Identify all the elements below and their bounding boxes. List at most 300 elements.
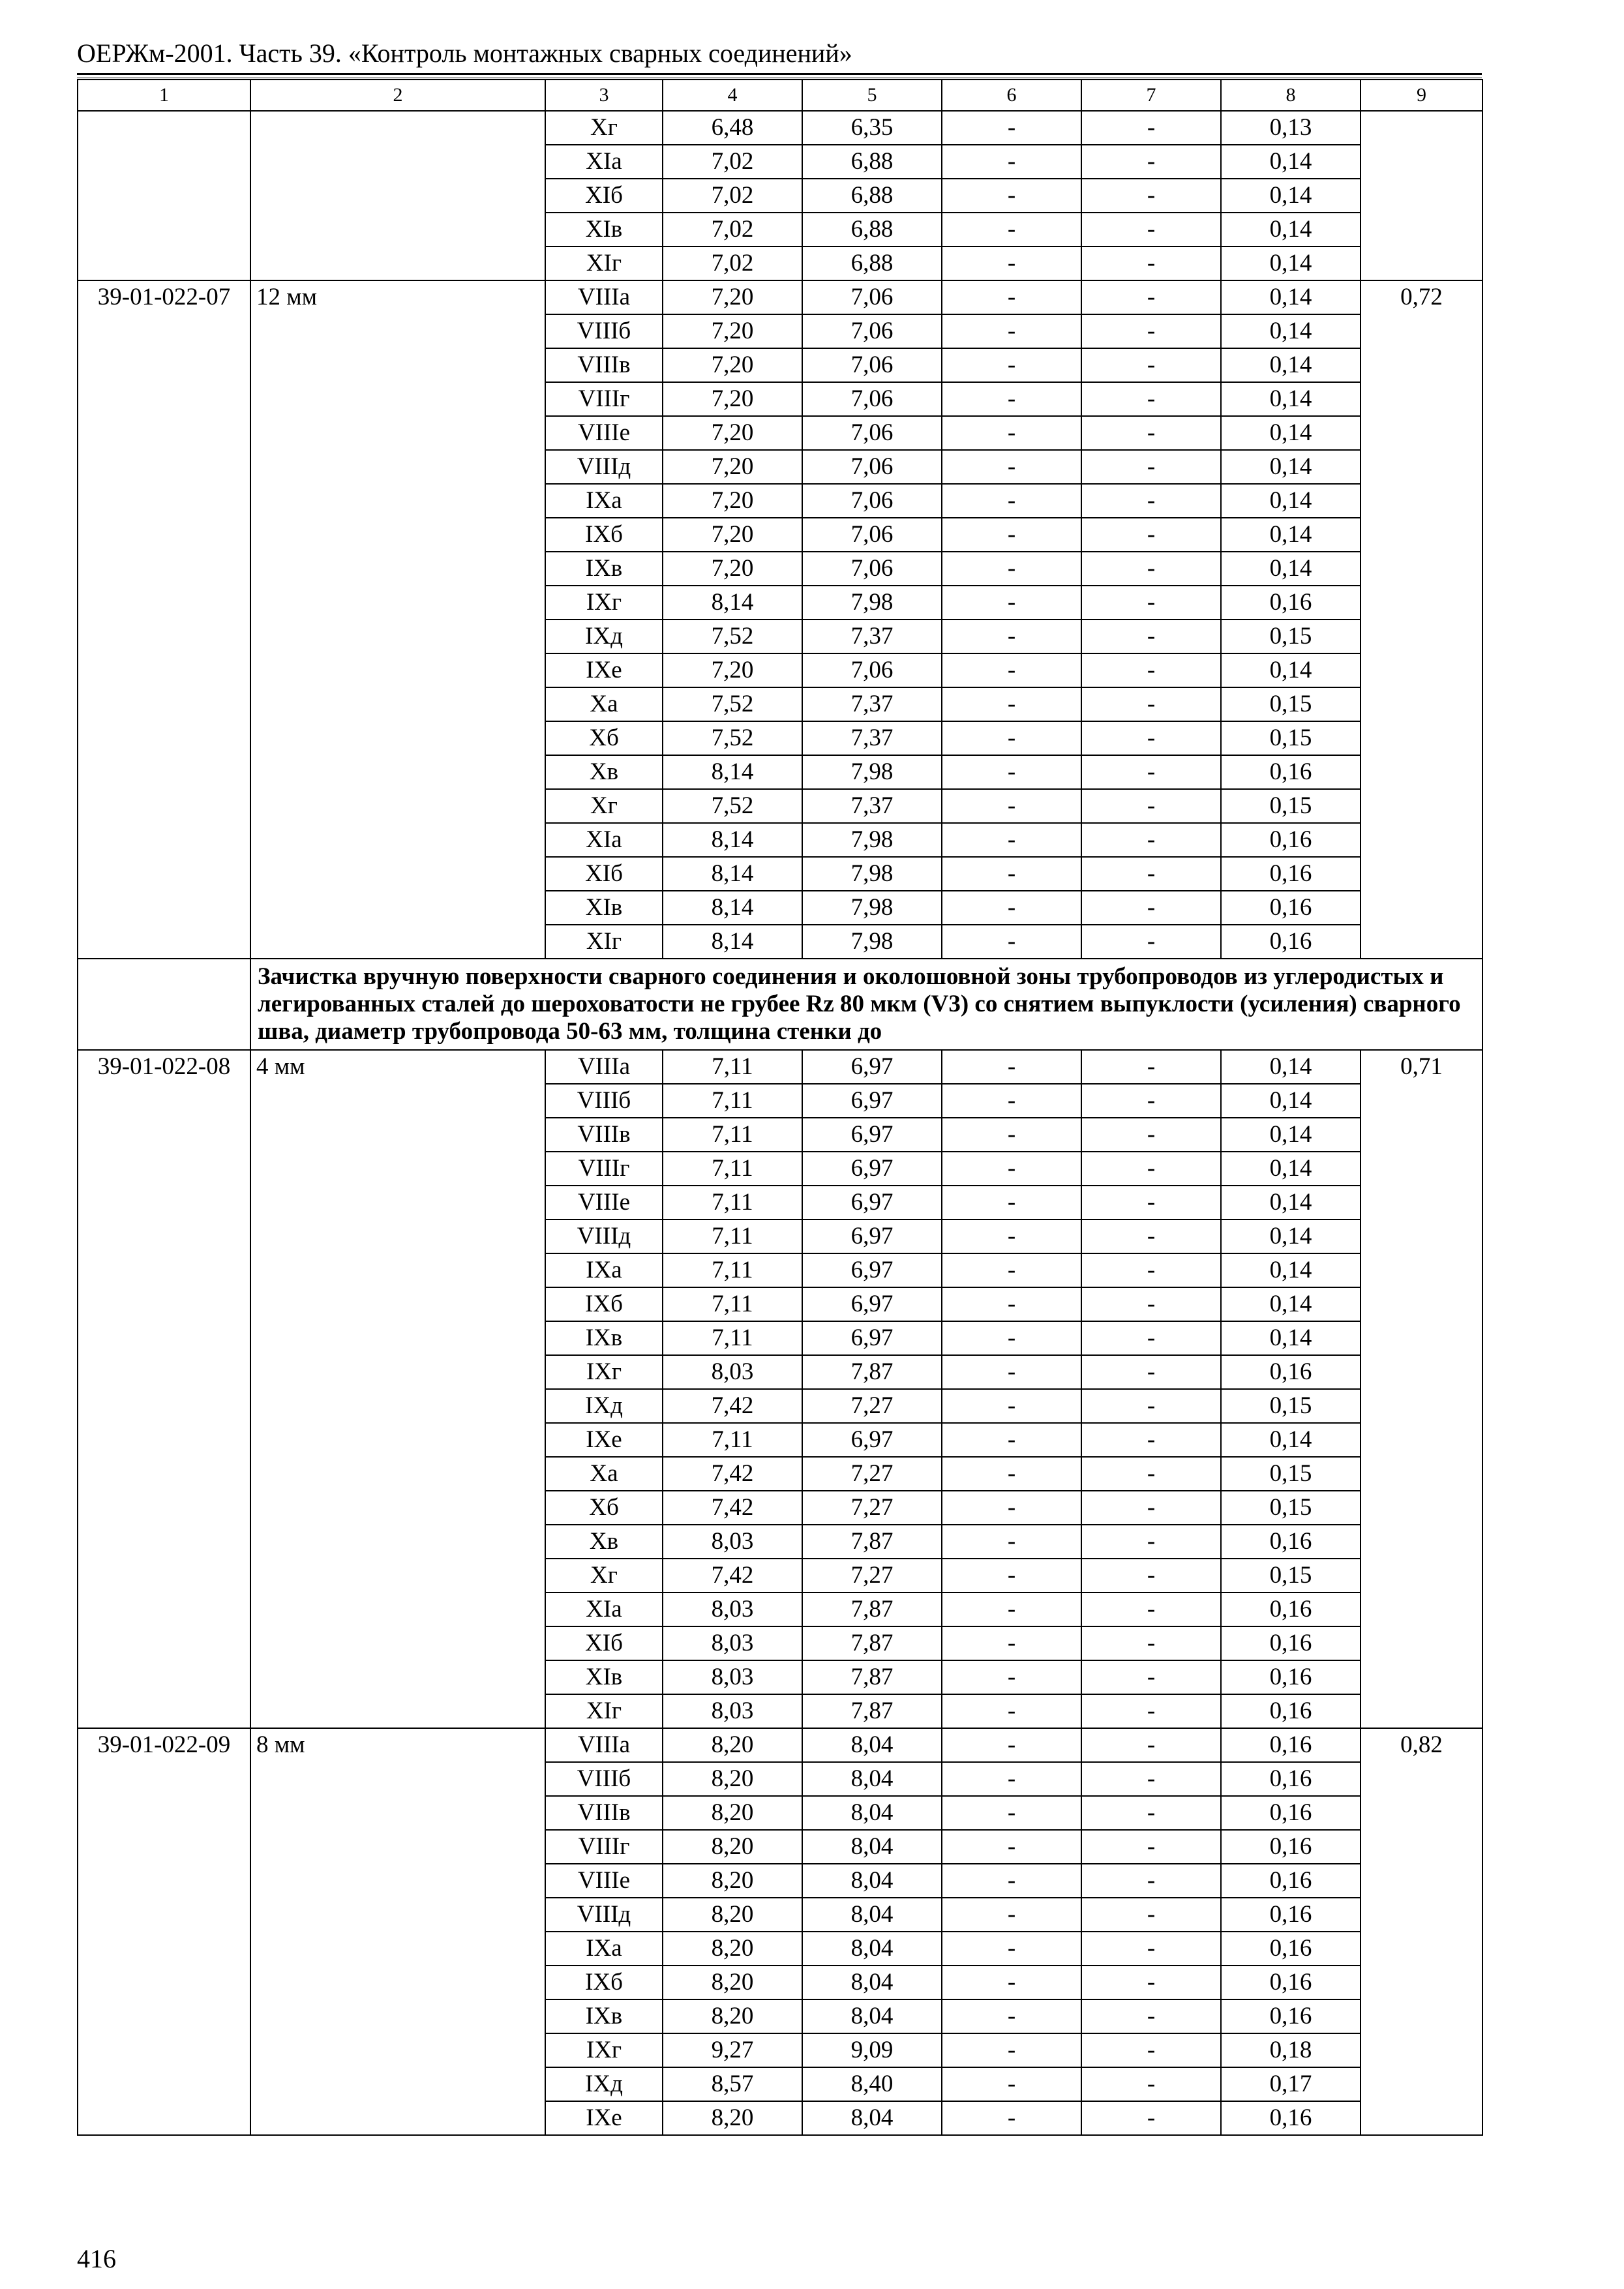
- value-col8-cell: 0,16: [1221, 755, 1361, 789]
- value-col4-cell: 7,20: [663, 484, 802, 518]
- value-col8-cell: 0,14: [1221, 348, 1361, 382]
- value-col4-cell: 7,11: [663, 1050, 802, 1084]
- dimension-group-cell: ХIв: [545, 213, 663, 247]
- dimension-group-cell: IХб: [545, 1287, 663, 1321]
- value-col7-cell: -: [1081, 1287, 1221, 1321]
- value-col7-cell: -: [1081, 1898, 1221, 1932]
- value-col6-cell: -: [942, 1796, 1081, 1830]
- value-col7-cell: -: [1081, 314, 1221, 348]
- value-col5-cell: 7,98: [802, 755, 942, 789]
- value-col4-cell: 8,57: [663, 2067, 802, 2101]
- dimension-group-cell: ХIб: [545, 857, 663, 891]
- value-col5-cell: 7,06: [802, 416, 942, 450]
- value-col7-cell: -: [1081, 1423, 1221, 1457]
- value-col7-cell: -: [1081, 653, 1221, 687]
- dimension-group-cell: ХIа: [545, 1593, 663, 1626]
- value-col8-cell: 0,14: [1221, 653, 1361, 687]
- value-col8-cell: 0,14: [1221, 416, 1361, 450]
- value-col7-cell: -: [1081, 1694, 1221, 1728]
- value-col6-cell: -: [942, 1966, 1081, 1999]
- value-col8-cell: 0,16: [1221, 925, 1361, 959]
- dimension-group-cell: VIIIб: [545, 1762, 663, 1796]
- dimension-group-cell: ХIв: [545, 1660, 663, 1694]
- value-col6-cell: -: [942, 1355, 1081, 1389]
- value-col7-cell: -: [1081, 213, 1221, 247]
- table-row: [78, 280, 1482, 314]
- table-body: [78, 80, 1482, 2135]
- value-col8-cell: 0,16: [1221, 2101, 1361, 2135]
- value-col4-cell: 7,11: [663, 1118, 802, 1152]
- value-col8-cell: 0,16: [1221, 1660, 1361, 1694]
- value-col6-cell: -: [942, 857, 1081, 891]
- value-col8-cell: 0,16: [1221, 1864, 1361, 1898]
- dimension-group-cell: VIIIа: [545, 280, 663, 314]
- value-col4-cell: 7,11: [663, 1287, 802, 1321]
- value-col7-cell: -: [1081, 1559, 1221, 1593]
- dimension-group-cell: VIIIг: [545, 382, 663, 416]
- value-col4-cell: 7,20: [663, 280, 802, 314]
- value-col8-cell: 0,16: [1221, 1796, 1361, 1830]
- value-col6-cell: -: [942, 348, 1081, 382]
- value-col8-cell: 0,16: [1221, 891, 1361, 925]
- dimension-group-cell: VIIIв: [545, 348, 663, 382]
- value-col5-cell: 7,27: [802, 1559, 942, 1593]
- value-col5-cell: 8,04: [802, 2101, 942, 2135]
- dimension-group-cell: Хг: [545, 1559, 663, 1593]
- value-col8-cell: 0,14: [1221, 213, 1361, 247]
- value-col6-cell: -: [942, 1864, 1081, 1898]
- value-col6-cell: -: [942, 2101, 1081, 2135]
- value-col7-cell: -: [1081, 280, 1221, 314]
- value-col8-cell: 0,15: [1221, 1491, 1361, 1525]
- value-col4-cell: 8,03: [663, 1593, 802, 1626]
- dimension-group-cell: Ха: [545, 1457, 663, 1491]
- value-col6-cell: -: [942, 2067, 1081, 2101]
- value-col7-cell: -: [1081, 1626, 1221, 1660]
- dimension-group-cell: ХIг: [545, 925, 663, 959]
- value-col8-cell: 0,16: [1221, 1593, 1361, 1626]
- value-col6-cell: -: [942, 1457, 1081, 1491]
- value-col6-cell: -: [942, 1999, 1081, 2033]
- value-col4-cell: 7,42: [663, 1491, 802, 1525]
- value-col5-cell: 7,06: [802, 382, 942, 416]
- value-col5-cell: 6,97: [802, 1287, 942, 1321]
- table-row: [78, 1728, 1482, 1762]
- value-col8-cell: 0,15: [1221, 1389, 1361, 1423]
- value-col6-cell: -: [942, 1389, 1081, 1423]
- value-col6-cell: -: [942, 1593, 1081, 1626]
- dimension-group-cell: VIIIг: [545, 1152, 663, 1186]
- dimension-group-cell: Хв: [545, 1525, 663, 1559]
- value-col4-cell: 8,20: [663, 1966, 802, 1999]
- value-col5-cell: 7,37: [802, 721, 942, 755]
- value-col7-cell: -: [1081, 1728, 1221, 1762]
- value-col4-cell: 7,42: [663, 1389, 802, 1423]
- dimension-group-cell: VIIIд: [545, 1219, 663, 1253]
- value-col4-cell: 6,48: [663, 111, 802, 145]
- dimension-group-cell: ХIв: [545, 891, 663, 925]
- dimension-group-cell: Хб: [545, 721, 663, 755]
- value-col7-cell: -: [1081, 450, 1221, 484]
- value-col6-cell: -: [942, 1219, 1081, 1253]
- dimension-group-cell: Хг: [545, 111, 663, 145]
- value-col7-cell: -: [1081, 1457, 1221, 1491]
- value-col5-cell: 6,97: [802, 1118, 942, 1152]
- value-col6-cell: -: [942, 1559, 1081, 1593]
- value-col6-cell: -: [942, 1694, 1081, 1728]
- value-col5-cell: 7,98: [802, 925, 942, 959]
- value-col4-cell: 8,14: [663, 857, 802, 891]
- value-col7-cell: -: [1081, 382, 1221, 416]
- value-col4-cell: 7,11: [663, 1219, 802, 1253]
- value-col4-cell: 8,14: [663, 891, 802, 925]
- section-code-cell: [78, 959, 250, 1050]
- value-col7-cell: -: [1081, 1491, 1221, 1525]
- value-col7-cell: -: [1081, 1966, 1221, 1999]
- value-col8-cell: 0,14: [1221, 450, 1361, 484]
- value-col6-cell: -: [942, 1626, 1081, 1660]
- value-col4-cell: 7,20: [663, 518, 802, 552]
- value-col5-cell: 7,87: [802, 1525, 942, 1559]
- value-col8-cell: 0,16: [1221, 1762, 1361, 1796]
- total-col9-cell: 0,72: [1361, 280, 1482, 959]
- value-col7-cell: -: [1081, 1525, 1221, 1559]
- value-col4-cell: 8,14: [663, 586, 802, 620]
- dimension-group-cell: VIIIе: [545, 416, 663, 450]
- value-col4-cell: 8,20: [663, 1898, 802, 1932]
- value-col7-cell: -: [1081, 1118, 1221, 1152]
- value-col6-cell: -: [942, 620, 1081, 653]
- value-col7-cell: -: [1081, 2101, 1221, 2135]
- dimension-group-cell: VIIIг: [545, 1830, 663, 1864]
- value-col7-cell: -: [1081, 1660, 1221, 1694]
- value-col7-cell: -: [1081, 247, 1221, 280]
- value-col7-cell: -: [1081, 721, 1221, 755]
- value-col6-cell: -: [942, 789, 1081, 823]
- value-col5-cell: 6,97: [802, 1219, 942, 1253]
- value-col8-cell: 0,16: [1221, 1898, 1361, 1932]
- value-col6-cell: -: [942, 416, 1081, 450]
- dimension-group-cell: IХд: [545, 620, 663, 653]
- value-col5-cell: 7,06: [802, 518, 942, 552]
- value-col8-cell: 0,16: [1221, 586, 1361, 620]
- total-col9-cell: [1361, 111, 1482, 280]
- value-col5-cell: 7,06: [802, 653, 942, 687]
- value-col5-cell: 6,97: [802, 1186, 942, 1219]
- rate-code-cell: 39-01-022-07: [78, 280, 250, 959]
- value-col4-cell: 7,02: [663, 213, 802, 247]
- dimension-group-cell: Хв: [545, 755, 663, 789]
- value-col7-cell: -: [1081, 1864, 1221, 1898]
- value-col6-cell: -: [942, 1491, 1081, 1525]
- value-col4-cell: 7,11: [663, 1152, 802, 1186]
- value-col5-cell: 7,87: [802, 1593, 942, 1626]
- dimension-group-cell: VIIIв: [545, 1796, 663, 1830]
- table-row: [78, 1050, 1482, 1084]
- dimension-group-cell: IХе: [545, 1423, 663, 1457]
- value-col6-cell: -: [942, 179, 1081, 213]
- value-col8-cell: 0,14: [1221, 552, 1361, 586]
- value-col7-cell: -: [1081, 348, 1221, 382]
- value-col4-cell: 8,20: [663, 1999, 802, 2033]
- value-col8-cell: 0,14: [1221, 314, 1361, 348]
- value-col7-cell: -: [1081, 1932, 1221, 1966]
- value-col4-cell: 7,52: [663, 721, 802, 755]
- value-col7-cell: -: [1081, 925, 1221, 959]
- value-col6-cell: -: [942, 1525, 1081, 1559]
- dimension-group-cell: VIIIб: [545, 1084, 663, 1118]
- column-number: 4: [663, 80, 802, 111]
- value-col8-cell: 0,14: [1221, 179, 1361, 213]
- value-col5-cell: 6,97: [802, 1253, 942, 1287]
- value-col5-cell: 6,97: [802, 1084, 942, 1118]
- value-col4-cell: 7,02: [663, 179, 802, 213]
- value-col8-cell: 0,15: [1221, 1559, 1361, 1593]
- value-col4-cell: 7,11: [663, 1084, 802, 1118]
- value-col5-cell: 7,98: [802, 857, 942, 891]
- dimension-group-cell: IХд: [545, 2067, 663, 2101]
- dimension-group-cell: ХIб: [545, 1626, 663, 1660]
- value-col4-cell: 7,20: [663, 450, 802, 484]
- value-col8-cell: 0,18: [1221, 2033, 1361, 2067]
- value-col6-cell: -: [942, 2033, 1081, 2067]
- value-col4-cell: 7,11: [663, 1253, 802, 1287]
- dimension-group-cell: IХе: [545, 2101, 663, 2135]
- value-col4-cell: 9,27: [663, 2033, 802, 2067]
- dimension-group-cell: VIIIв: [545, 1118, 663, 1152]
- column-number: 3: [545, 80, 663, 111]
- value-col4-cell: 8,03: [663, 1525, 802, 1559]
- value-col8-cell: 0,14: [1221, 1152, 1361, 1186]
- value-col7-cell: -: [1081, 145, 1221, 179]
- value-col8-cell: 0,14: [1221, 518, 1361, 552]
- value-col5-cell: 8,04: [802, 1966, 942, 1999]
- value-col7-cell: -: [1081, 687, 1221, 721]
- dimension-group-cell: ХIг: [545, 247, 663, 280]
- rate-code-cell: 39-01-022-08: [78, 1050, 250, 1728]
- value-col5-cell: 7,87: [802, 1660, 942, 1694]
- value-col8-cell: 0,16: [1221, 1355, 1361, 1389]
- dimension-group-cell: IХа: [545, 484, 663, 518]
- total-col9-cell: 0,82: [1361, 1728, 1482, 2135]
- value-col7-cell: -: [1081, 1999, 1221, 2033]
- value-col5-cell: 7,06: [802, 348, 942, 382]
- value-col4-cell: 7,20: [663, 314, 802, 348]
- value-col4-cell: 8,03: [663, 1355, 802, 1389]
- value-col4-cell: 8,20: [663, 1796, 802, 1830]
- value-col4-cell: 7,02: [663, 145, 802, 179]
- value-col4-cell: 7,20: [663, 382, 802, 416]
- value-col7-cell: -: [1081, 1593, 1221, 1626]
- value-col4-cell: 8,20: [663, 1728, 802, 1762]
- value-col8-cell: 0,13: [1221, 111, 1361, 145]
- value-col5-cell: 7,37: [802, 687, 942, 721]
- dimension-group-cell: ХIг: [545, 1694, 663, 1728]
- value-col8-cell: 0,14: [1221, 1287, 1361, 1321]
- value-col6-cell: -: [942, 382, 1081, 416]
- value-col8-cell: 0,15: [1221, 721, 1361, 755]
- dimension-group-cell: VIIIа: [545, 1728, 663, 1762]
- value-col6-cell: -: [942, 925, 1081, 959]
- dimension-group-cell: ХIб: [545, 179, 663, 213]
- dimension-group-cell: IХб: [545, 518, 663, 552]
- value-col6-cell: -: [942, 653, 1081, 687]
- value-col5-cell: 7,87: [802, 1626, 942, 1660]
- value-col5-cell: 8,04: [802, 1932, 942, 1966]
- value-col5-cell: 9,09: [802, 2033, 942, 2067]
- value-col7-cell: -: [1081, 1796, 1221, 1830]
- value-col7-cell: -: [1081, 1321, 1221, 1355]
- value-col6-cell: -: [942, 721, 1081, 755]
- value-col5-cell: 7,06: [802, 552, 942, 586]
- wall-thickness-cell: [250, 111, 545, 280]
- value-col7-cell: -: [1081, 586, 1221, 620]
- value-col8-cell: 0,16: [1221, 1966, 1361, 1999]
- column-number-row: [78, 80, 1482, 111]
- column-number: 8: [1221, 80, 1361, 111]
- value-col4-cell: 7,11: [663, 1321, 802, 1355]
- column-number: 1: [78, 80, 250, 111]
- value-col5-cell: 7,06: [802, 450, 942, 484]
- value-col5-cell: 6,97: [802, 1321, 942, 1355]
- value-col7-cell: -: [1081, 179, 1221, 213]
- value-col8-cell: 0,16: [1221, 1999, 1361, 2033]
- value-col5-cell: 6,88: [802, 213, 942, 247]
- value-col6-cell: -: [942, 1762, 1081, 1796]
- value-col4-cell: 7,42: [663, 1457, 802, 1491]
- value-col7-cell: -: [1081, 1830, 1221, 1864]
- value-col5-cell: 7,98: [802, 586, 942, 620]
- value-col7-cell: -: [1081, 755, 1221, 789]
- dimension-group-cell: Ха: [545, 687, 663, 721]
- value-col5-cell: 6,88: [802, 247, 942, 280]
- value-col6-cell: -: [942, 314, 1081, 348]
- value-col6-cell: -: [942, 586, 1081, 620]
- value-col8-cell: 0,14: [1221, 1050, 1361, 1084]
- dimension-group-cell: VIIIб: [545, 314, 663, 348]
- value-col4-cell: 7,52: [663, 687, 802, 721]
- value-col4-cell: 7,11: [663, 1423, 802, 1457]
- value-col7-cell: -: [1081, 552, 1221, 586]
- dimension-group-cell: IХд: [545, 1389, 663, 1423]
- value-col6-cell: -: [942, 213, 1081, 247]
- value-col5-cell: 7,06: [802, 280, 942, 314]
- value-col5-cell: 6,97: [802, 1152, 942, 1186]
- value-col4-cell: 8,14: [663, 925, 802, 959]
- value-col6-cell: -: [942, 1186, 1081, 1219]
- table-row: [78, 111, 1482, 145]
- value-col4-cell: 8,03: [663, 1626, 802, 1660]
- section-heading-text: Зачистка вручную поверхности сварного соединения и околошовной зоны трубопроводов из углеродистых и легированных сталей до шероховатости не грубее Rz 80 мкм (V3) со снятием выпуклости (усиления) сварного шва, диаметр трубопровода 50-63 мм, толщина стенки до: [250, 959, 1482, 1050]
- value-col4-cell: 8,03: [663, 1660, 802, 1694]
- value-col8-cell: 0,14: [1221, 382, 1361, 416]
- value-col6-cell: -: [942, 1321, 1081, 1355]
- dimension-group-cell: IХе: [545, 653, 663, 687]
- dimension-group-cell: Хг: [545, 789, 663, 823]
- value-col4-cell: 7,20: [663, 416, 802, 450]
- value-col7-cell: -: [1081, 416, 1221, 450]
- value-col4-cell: 8,20: [663, 1830, 802, 1864]
- value-col7-cell: -: [1081, 111, 1221, 145]
- value-col4-cell: 7,20: [663, 653, 802, 687]
- value-col8-cell: 0,14: [1221, 1253, 1361, 1287]
- value-col6-cell: -: [942, 1830, 1081, 1864]
- value-col6-cell: -: [942, 823, 1081, 857]
- column-number: 7: [1081, 80, 1221, 111]
- dimension-group-cell: ХIа: [545, 145, 663, 179]
- value-col6-cell: -: [942, 1084, 1081, 1118]
- value-col6-cell: -: [942, 891, 1081, 925]
- value-col8-cell: 0,16: [1221, 823, 1361, 857]
- value-col5-cell: 8,04: [802, 1898, 942, 1932]
- value-col5-cell: 6,88: [802, 145, 942, 179]
- value-col8-cell: 0,14: [1221, 1423, 1361, 1457]
- dimension-group-cell: VIIIа: [545, 1050, 663, 1084]
- value-col7-cell: -: [1081, 789, 1221, 823]
- value-col7-cell: -: [1081, 1219, 1221, 1253]
- value-col5-cell: 8,04: [802, 1999, 942, 2033]
- dimension-group-cell: IХв: [545, 552, 663, 586]
- value-col7-cell: -: [1081, 1389, 1221, 1423]
- value-col8-cell: 0,14: [1221, 280, 1361, 314]
- value-col7-cell: -: [1081, 1355, 1221, 1389]
- value-col4-cell: 7,52: [663, 789, 802, 823]
- dimension-group-cell: Хб: [545, 1491, 663, 1525]
- page-number: 416: [77, 2244, 116, 2273]
- dimension-group-cell: VIIIд: [545, 1898, 663, 1932]
- value-col8-cell: 0,16: [1221, 1932, 1361, 1966]
- value-col5-cell: 8,04: [802, 1728, 942, 1762]
- value-col5-cell: 6,35: [802, 111, 942, 145]
- column-number: 9: [1361, 80, 1482, 111]
- column-number: 6: [942, 80, 1081, 111]
- value-col8-cell: 0,15: [1221, 1457, 1361, 1491]
- total-col9-cell: 0,71: [1361, 1050, 1482, 1728]
- rate-code-cell: 39-01-022-09: [78, 1728, 250, 2135]
- value-col7-cell: -: [1081, 1186, 1221, 1219]
- section-heading-row: [78, 959, 1482, 1050]
- value-col7-cell: -: [1081, 484, 1221, 518]
- value-col6-cell: -: [942, 280, 1081, 314]
- value-col6-cell: -: [942, 1152, 1081, 1186]
- page-header-title: ОЕРЖм-2001. Часть 39. «Контроль монтажных сварных соединений»: [77, 38, 852, 68]
- value-col8-cell: 0,16: [1221, 857, 1361, 891]
- value-col5-cell: 8,04: [802, 1796, 942, 1830]
- value-col6-cell: -: [942, 1728, 1081, 1762]
- value-col6-cell: -: [942, 145, 1081, 179]
- value-col8-cell: 0,17: [1221, 2067, 1361, 2101]
- header-rule-thick: [77, 73, 1482, 75]
- dimension-group-cell: IХб: [545, 1966, 663, 1999]
- value-col7-cell: -: [1081, 518, 1221, 552]
- value-col8-cell: 0,15: [1221, 687, 1361, 721]
- value-col8-cell: 0,16: [1221, 1694, 1361, 1728]
- value-col4-cell: 8,20: [663, 1864, 802, 1898]
- value-col6-cell: -: [942, 1423, 1081, 1457]
- value-col4-cell: 8,20: [663, 1762, 802, 1796]
- value-col7-cell: -: [1081, 1253, 1221, 1287]
- value-col6-cell: -: [942, 1287, 1081, 1321]
- value-col8-cell: 0,14: [1221, 1118, 1361, 1152]
- value-col7-cell: -: [1081, 1084, 1221, 1118]
- value-col5-cell: 8,04: [802, 1762, 942, 1796]
- value-col4-cell: 7,20: [663, 552, 802, 586]
- value-col6-cell: -: [942, 111, 1081, 145]
- value-col7-cell: -: [1081, 620, 1221, 653]
- value-col8-cell: 0,16: [1221, 1830, 1361, 1864]
- dimension-group-cell: IХа: [545, 1253, 663, 1287]
- value-col5-cell: 7,37: [802, 789, 942, 823]
